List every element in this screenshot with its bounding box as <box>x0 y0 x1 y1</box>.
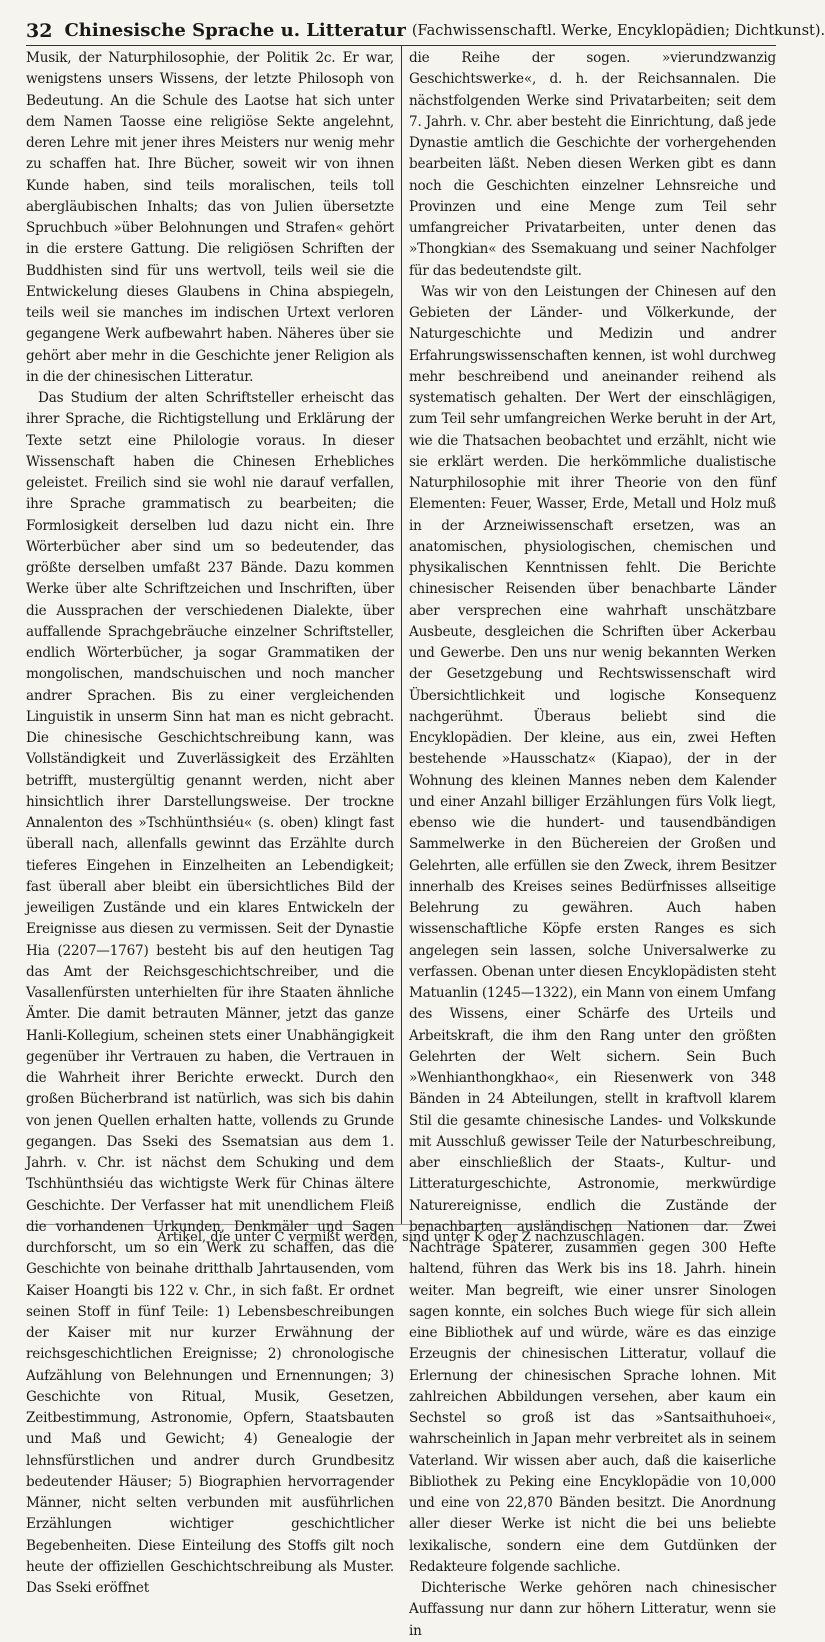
running-header <box>26 0 825 46</box>
page-number: 32 <box>26 20 53 42</box>
page-subtitle: (Fachwissenschaftl. Werke, Encyklopädien; Dichtkunst). <box>411 23 825 39</box>
paragraph: Musik, der Naturphilosophie, der Politik 2c. Er war, wenigstens unsers Wissens, der letzte Philosoph von Bedeutung. An die Schule des Laotse hat sich unter dem Namen Taosse eine religiöse Sekte angelehnt, deren Lehre mit jener ihres Meisters nur wenig mehr zu schaffen hat. Ihre Bücher, soweit wir von ihnen Kunde haben, sind teils moralischen, teils toll abergläubischen Inhalts; das von Julien übersetzte Spruchbuch »über Belohnungen und Strafen« gehört in die erstere Gattung. Die religiösen Schriften der Buddhisten sind für uns wertvoll, teils weil sie die Entwickelung dieses Glaubens in China abspiegeln, teils weil sie manches im indischen Urtext verloren gegangene Werk aufbewahrt haben. Näheres über sie gehört aber mehr in die Geschichte jener Religion als in die der chinesischen Litteratur. <box>26 50 394 385</box>
paragraph: Was wir von den Leistungen der Chinesen auf den Gebieten der Länder- und Völkerkunde, der Naturgeschichte und Medizin und andrer Erfahrungswissenschaften kennen, ist wohl durchweg mehr beschreibend und aneinander reihend als systematisch gehalten. Der Wert der einschlägigen, zum Teil sehr umfangreichen Werke beruht in der Art, wie die Thatsachen beobachtet und erzählt, nicht wie sie erklärt werden. Die herkömmliche dualistische Naturphilosophie mit ihrer Theorie von den fünf Elementen: Feuer, Wasser, Erde, Metall und Holz muß in der Arzneiwissenschaft ersetzen, was an anatomischen, physiologischen, chemischen und physikalischen Kenntnissen fehlt. Die Berichte chinesischer Reisenden über benachbarte Länder aber versprechen eine wahrhaft unschätzbare Ausbeute, desgleichen die Schriften über Ackerbau und Gewerbe. Den uns nur wenig bekannten Werken der Gesetzgebung und Rechtswissenschaft wird Übersichtlichkeit und logische Konsequenz nachgerühmt. Überaus beliebt sind die Encyklopädien. Der kleine, aus ein, zwei Heften bestehende »Hausschatz« (Kiapao), der in der Wohnung des kleinen Mannes neben dem Kalender und einer Anzahl billiger Erzählungen fürs Volk liegt, ebenso wie die hundert- und tausendbändigen Sammelwerke in den Büchereien der Großen und Gelehrten, alle erfüllen sie den Zweck, ihrem Besitzer innerhalb des Kreises seines Bedürfnisses allseitige Belehrung zu gewähren. Auch haben wissenschaftliche Köpfe ersten Ranges es sich angelegen sein lassen, solche Universalwerke zu verfassen. Obenan unter diesen Encyklopädisten steht Matuanlin (1245—1322), ein Mann von einem Umfang des Wissens, einer Schärfe des Urteils und Arbeitskraft, die ihm den Rang unter den größten Gelehrten der Welt sichern. Sein Buch »Wenhianthongkhao«, ein Riesenwerk von 348 Bänden in 24 Abteilungen, stellt in kraftvoll klarem Stil die gesamte chinesische Landes- und Volkskunde mit Ausschluß gewisser Teile der Naturbeschreibung, aber einschließlich der Staats-, Kultur- und Litteraturgeschichte, Astronomie, merkwürdige Naturereignisse, endlich die Zustände der benachbarten ausländischen Nationen dar. Zwei Nachträge Späterer, zusammen gegen 300 Hefte haltend, führen das Werk bis ins 18. Jahrh. hinein weiter. Man begreift, wie einer unsrer Sinologen sagen konnte, ein solches Buch wiege für sich allein eine Bibliothek auf und würde, wäre es das einzige Erzeugnis der chinesischen Litteratur, vollauf die Erlernung der chinesischen Sprache lohnen. Mit zahlreichen Abbildungen versehen, aber kaum ein Sechstel so groß ist das »Santsaithuhoei«, wahrscheinlich in Japan mehr verbreitet als in seinem Vaterland. Wir wissen aber auch, daß die kaiserliche Bibliothek zu Peking eine Encyklopädie von 10,000 und eine von 22,870 Bänden besitzt. Die Anordnung aller dieser Werke ist nicht die bei uns beliebte lexikalische, sondern eine dem Gutdünken der Redakteure folgende sachliche. <box>409 283 776 1575</box>
paragraph: die Reihe der sogen. »vierundzwanzig Geschichtswerke«, d. h. der Reichsannalen. Die nächstfolgenden Werke sind Privatarbeiten; seit dem 7. Jahrh. v. Chr. aber besteht die Einrichtung, daß jede Dynastie amtlich die Geschichte der vorhergehenden bearbeiten läßt. Neben diesen Werken gibt es dann noch die Geschichten einzelner Lehnsreiche und Provinzen und eine Menge zum Teil sehr umfangreicher Privatarbeiten, unter denen das »Thongkian« des Ssemakuang und seiner Nachfolger für das bedeutendste gilt. <box>409 50 776 279</box>
footer-note: Artikel, die unter C vermißt werden, sind unter K oder Z nachzuschlagen. <box>26 1224 776 1254</box>
paragraph: Das Studium der alten Schriftsteller erheischt das ihrer Sprache, die Richtigstellung und Erklärung der Texte setzt eine Philologie voraus. In dieser Wissenschaft haben die Chinesen Erhebliches geleistet. Freilich sind sie wohl nie darauf verfallen, ihre Sprache grammatisch zu bearbeiten; die Formlosigkeit derselben lud dazu nicht ein. Ihre Wörterbücher aber sind um so bedeutender, das größte derselben umfaßt 237 Bände. Dazu kommen Werke über alte Schriftzeichen und Inschriften, über die Aussprachen der verschiedenen Dialekte, über auffallende Sprachgebräuche einzelner Schriftsteller, endlich Wörterbücher, ja sogar Grammatiken der mongolischen, mandschuischen und noch mancher andrer Sprachen. Bis zu einer vergleichenden Linguistik in unserm Sinn hat man es nicht gebracht. Die chinesische Geschichtschreibung kann, was Vollständigkeit und Zuverlässigkeit des Erzählten betrifft, mustergültig genannt werden, nicht aber hinsichtlich ihrer Darstellungsweise. Der trockne Annalenton des »Tschhünthsiéu« (s. oben) klingt fast überall nach, allenfalls gewinnt das Erzählte durch tieferes Eingehen in Einzelheiten an Lebendigkeit; fast überall aber bleibt ein übersichtliches Bild der jeweiligen Zustände und ein klares Entwickeln der Ereignisse aus diesen zu vermissen. Seit der Dynastie Hia (2207—1767) besteht bis auf den heutigen Tag das Amt der Reichsgeschichtschreiber, und die Vasallenfürsten unterhielten für ihre Staaten ähnliche Ämter. Die damit betrauten Männer, jetzt das ganze Hanli-Kollegium, scheinen stets einer Unabhängigkeit gegenüber ihr Vertrauen zu haben, die Vertrauen in die Wahrheit ihrer Berichte erweckt. Durch den großen Bücherbrand ist natürlich, was sich bis dahin von jenen Quellen erhalten hatte, vollends zu Grunde gegangen. Das Sseki des Ssematsian aus dem 1. Jahrh. v. Chr. ist nächst dem Schuking und dem Tschhünthsiéu das wichtigste Werk für Chinas ältere Geschichte. Der Verfasser hat mit unendlichem Fleiß die vorhandenen Urkunden, Denkmäler und Sagen durchforscht, um so ein Werk zu schaffen, das die Geschichte von beinahe dritthalb Jahrtausenden, vom Kaiser Hoangti bis 122 v. Chr., in sich faßt. Er ordnet seinen Stoff in fünf Teile: 1) Lebensbeschreibungen der Kaiser mit nur kurzer Erwähnung der reichsgeschichtlichen Ereignisse; 2) chronologische Aufzählung von Belehnungen und Ernennungen; 3) Geschichte von Ritual, Musik, Gesetzen, Zeitbestimmung, Astronomie, Opfern, Staatsbauten und Maß und Gewicht; 4) Genealogie der lehnsfürstlichen und andrer durch Grundbesitz bedeutender Häuser; 5) Biographien hervorragender Männer, nicht selten verbunden mit ausführlichen Erzählungen wichtiger geschichtlicher Begebenheiten. Diese Einteilung des Stoffs gilt noch heute der offiziellen Geschichtschreibung als Muster. Das Sseki eröffnet <box>26 390 394 1596</box>
page-title: Chinesische Sprache u. Litteratur <box>64 20 406 41</box>
paragraph: Dichterische Werke gehören nach chinesischer Auffassung nur dann zur höhern Litteratur, wenn sie in <box>409 1580 776 1639</box>
